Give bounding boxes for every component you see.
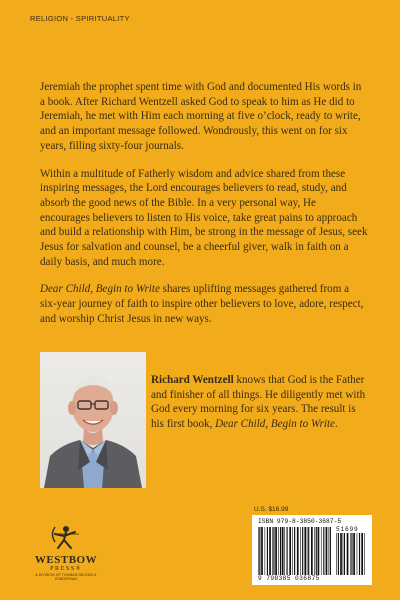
author-bio xyxy=(151,373,369,432)
barcode-bar xyxy=(304,527,306,575)
barcode-bar xyxy=(272,527,273,575)
barcode-bar xyxy=(302,527,303,575)
barcode-bar xyxy=(267,527,268,575)
barcode-bar xyxy=(300,527,301,575)
barcode-bar xyxy=(259,527,260,575)
isbn-barcode xyxy=(252,515,372,585)
barcode-bar xyxy=(284,527,285,575)
back-cover-blurb xyxy=(40,80,368,340)
blurb-paragraph-2: Within a multitude of Fatherly wisdom and advice shared from these inspiring messages, the Lord encourages believers to read, study, and absorb the good news of the Bible. In a very personal way, He encourages believers to listen to His voice, take great pains to approach and build a relationship with Him, be strong in the message of Jesus, seek Jesus for salvation and counsel, be a cheerful giver, walk in faith on a daily basis, and much more. xyxy=(40,167,368,268)
barcode-bar xyxy=(294,527,295,575)
addon-barcode-bars xyxy=(336,533,366,575)
barcode-bar xyxy=(323,527,324,575)
barcode-bar xyxy=(308,527,309,575)
book-title-inline: Dear Child, Begin to Write xyxy=(40,283,160,296)
barcode-bar xyxy=(280,527,281,575)
barcode-bar xyxy=(344,533,345,575)
barcode-bar xyxy=(289,527,291,575)
barcode-bar xyxy=(361,533,363,575)
barcode-bar xyxy=(350,533,351,575)
publisher-name: WESTBOW xyxy=(34,554,98,566)
bio-text-1: knows that God is the Father and finisher of all things. He diligently met with God every morning for six years. The result is his first book, xyxy=(151,374,366,431)
price-label: U.S. $16.99 xyxy=(254,506,289,513)
barcode-bar xyxy=(364,533,365,575)
barcode-bar xyxy=(326,527,328,575)
ean-digits: 9 798385 036875 xyxy=(258,575,320,582)
ean-barcode-bars xyxy=(258,527,332,575)
barcode-bar xyxy=(359,533,360,575)
barcode-bar xyxy=(340,533,342,575)
barcode-bar xyxy=(287,527,288,575)
author-name: Richard Wentzell xyxy=(151,374,234,386)
barcode-bar xyxy=(307,527,308,575)
barcode-bar xyxy=(292,527,293,575)
isbn-number: ISBN 979-8-3850-3687-5 xyxy=(258,518,342,525)
barcode-bar xyxy=(351,533,352,575)
barcode-bar xyxy=(265,527,266,575)
barcode-bar xyxy=(338,533,339,575)
barcode-bar xyxy=(318,527,320,575)
archer-icon xyxy=(49,524,83,550)
blurb-paragraph-3-text: shares uplifting messages gathered from a six-year journey of faith to inspire other believers to love, adore, respect, and worship Christ Jesus in new ways. xyxy=(40,283,364,325)
barcode-bar xyxy=(311,527,313,575)
barcode-bar xyxy=(275,527,277,575)
publisher-logo xyxy=(24,524,108,581)
barcode-bar xyxy=(269,527,271,575)
barcode-bar xyxy=(282,527,284,575)
blurb-paragraph-3 xyxy=(40,282,368,326)
barcode-bar xyxy=(321,527,322,575)
publisher-division: A DIVISION OF THOMAS NELSON & ZONDERVAN xyxy=(35,573,97,581)
barcode-bar xyxy=(278,527,279,575)
barcode-bar xyxy=(297,527,299,575)
barcode-bar xyxy=(353,533,355,575)
barcode-bar xyxy=(347,533,349,575)
barcode-bar xyxy=(316,527,317,575)
bio-text-2: . xyxy=(334,418,338,431)
barcode-bar xyxy=(261,527,263,575)
barcode-bar xyxy=(343,533,344,575)
barcode-bar xyxy=(357,533,358,575)
barcode-bar xyxy=(329,527,330,575)
barcode-addon-digits: 51699 xyxy=(336,526,359,533)
barcode-bar xyxy=(273,527,274,575)
barcode-bar xyxy=(336,533,337,575)
bio-book-title: Dear Child, Begin to Write xyxy=(215,418,335,431)
publisher-press: PRESS® xyxy=(50,566,82,572)
barcode-bar xyxy=(314,527,315,575)
barcode-bar xyxy=(330,527,331,575)
blurb-paragraph-1: Jeremiah the prophet spent time with God and documented His words in a book. After Richard Wentzell asked God to speak to him as He did to Jeremiah, he met with Him each morning at five o’clock, ready to write, and an important message followed. Wondrously, this went on for six years, filling sixty-four journals. xyxy=(40,81,362,152)
barcode-bar xyxy=(258,527,259,575)
category-label: RELIGION - SPIRITUALITY xyxy=(30,14,130,23)
author-photo xyxy=(40,352,146,488)
